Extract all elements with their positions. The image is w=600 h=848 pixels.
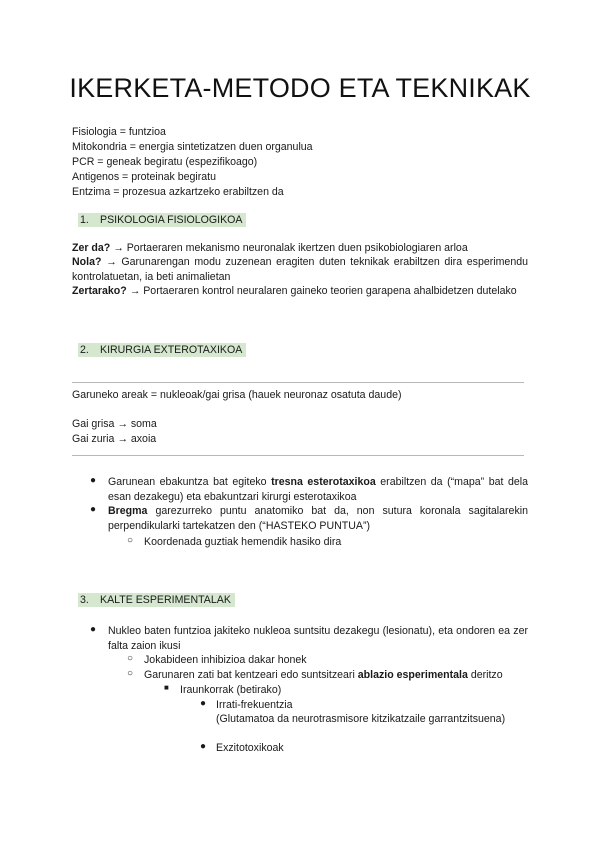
section-heading-2 [78,342,246,358]
bullet-item [108,475,528,504]
horizontal-rule [72,382,524,383]
question-text: → Portaeraren mekanismo neuronalak ikertzen duen psikobiologiaren arloa [110,242,468,254]
bullet-text: Garunean ebakuntza bat egiteko [108,476,272,488]
bullet-circle-icon: ○ [127,535,134,546]
box-line: Garuneko areak = nukleoak/gai grisa (hauek neuronaz osatuta daude) [72,389,402,401]
section-heading-text: KALTE ESPERIMENTALAK [100,594,231,606]
bullet-item: Nukleo baten funtzioa jakiteko nukleoa suntsitu dezakegu (lesionatu), eta ondoren ea zer falta zaion ikusi [108,625,528,652]
bullet-dot-icon: ● [90,624,97,635]
bullet-bold: Bregma [108,505,148,517]
section-number: 1. [80,214,89,226]
section-heading-text: KIRURGIA EXTEROTAXIKOA [100,344,243,356]
paragraph-zertarako [72,284,528,299]
bullet-item [108,504,528,533]
bullet-dot-icon: ● [90,504,97,515]
question-text: → Garunarengan modu zuzenean eragiten duten teknikak erabiltzen dira esperimendu kontrolatuetan, ia beti animalietan [72,256,528,283]
question-text: → Portaeraren kontrol neuralaren gaineko teorien garapena ahalbidetzen dutelako [126,285,517,297]
definition-line: Mitokondria = energia sintetizatzen duen organulua [72,141,313,153]
bullet-square-icon: ■ [164,683,169,692]
sub-bullet-text: Iraunkorrak (betirako) [180,684,282,696]
question-label: Zertarako? [72,285,127,297]
sub-bullet-note: (Glutamatoa da neurotrasmisore kitzikatzaile garrantzitsuena) [216,713,506,725]
bullet-circle-icon: ○ [127,653,134,664]
horizontal-rule [72,455,524,456]
bullet-bold: tresna esterotaxikoa [271,476,376,488]
box-line: Gai zuria → axoia [72,433,157,445]
bullet-dot-icon: ● [200,741,207,752]
section-number: 2. [80,344,89,356]
section-heading-text: PSIKOLOGIA FISIOLOGIKOA [100,214,243,226]
sub-bullet-text: Exzitotoxikoak [216,742,284,754]
section-heading-1 [78,212,246,228]
box-line: Gai grisa → soma [72,418,157,430]
definition-line: Entzima = prozesua azkartzeko erabiltzen da [72,186,284,198]
bullet-text: erabiltzen da (“mapa” bat dela esan dezakegu) eta ebakuntzari kirurgi esterotaxikoa [108,476,529,503]
bullet-text: garezurreko puntu anatomiko bat da, non sutura koronala sagitalarekin perpendikularki tartekatzen den (“HASTEKO PUNTUA”) [108,505,528,532]
sub-bullet-item [144,668,503,682]
question-label: Nola? [72,256,102,268]
bullet-dot-icon: ● [200,698,207,709]
sub-bullet-text: Koordenada guztiak hemendik hasiko dira [144,536,342,548]
sub-bullet-text: deritzo [467,669,503,681]
sub-bullet-bold: ablazio esperimentala [357,669,468,681]
definition-line: Fisiologia = funtzioa [72,126,166,138]
page-title: IKERKETA-METODO ETA TEKNIKAK [69,73,531,103]
bullet-circle-icon: ○ [127,668,134,679]
sub-bullet-text: Irrati-frekuentzia [216,699,293,711]
question-label: Zer da? [72,242,111,254]
definition-line: PCR = geneak begiratu (espezifikoago) [72,156,258,168]
section-heading-3 [78,592,235,608]
definition-line: Antigenos = proteinak begiratu [72,171,216,183]
paragraph-zer-da [72,241,528,256]
paragraph-nola [72,255,528,284]
section-number: 3. [80,594,89,606]
sub-bullet-text: Garunaren zati bat kentzeari edo suntsitzeari [144,669,358,681]
sub-bullet-text: Jokabideen inhibizioa dakar honek [144,654,307,666]
bullet-dot-icon: ● [90,475,97,486]
